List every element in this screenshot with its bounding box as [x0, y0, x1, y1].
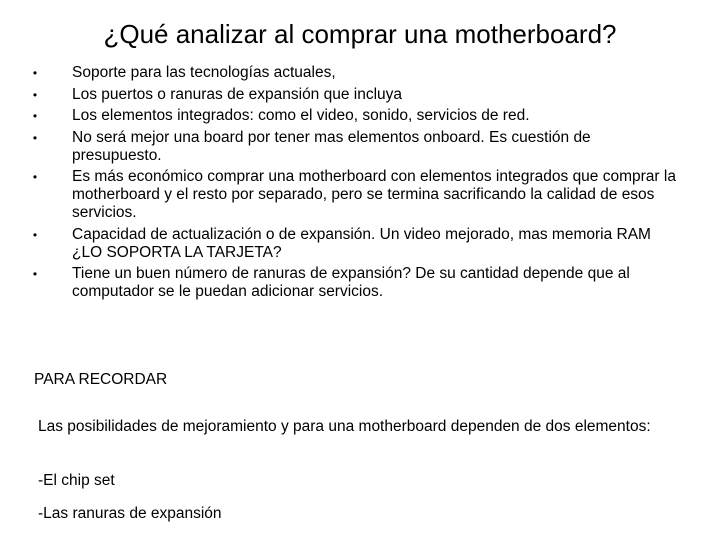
bullet-text: Soporte para las tecnologías actuales, — [72, 64, 336, 81]
bullet-icon: • — [32, 267, 38, 281]
bullet-text: Los elementos integrados: como el video, sonido, servicios de red. — [72, 107, 530, 124]
bullet-item — [32, 225, 682, 262]
bullet-item — [32, 85, 682, 104]
bullet-icon: • — [32, 87, 38, 102]
bullet-list — [32, 64, 682, 305]
bullet-icon: • — [32, 227, 38, 242]
bullet-icon: • — [32, 130, 38, 145]
bullet-text: No será mejor una board por tener mas elementos onboard. Es cuestión de presupuesto. — [72, 128, 591, 164]
bullet-item — [32, 128, 682, 165]
bullet-icon: • — [32, 170, 38, 184]
bullet-item — [32, 168, 682, 222]
bullet-item — [32, 64, 682, 82]
note-paragraph: Las posibilidades de mejoramiento y para una motherboard dependen de dos elementos: — [38, 418, 651, 435]
bullet-text: Los puertos o ranuras de expansión que incluya — [72, 85, 403, 103]
bullet-text: Capacidad de actualización o de expansión. Un video mejorado, mas memoria RAM ¿LO SOPORTA LA TARJETA? — [72, 225, 651, 261]
slide-title: ¿Qué analizar al comprar una motherboard? — [103, 19, 617, 49]
bullet-item — [32, 265, 682, 301]
note-item-chipset: -El chip set — [38, 472, 115, 489]
note-item-expansion-slots: -Las ranuras de expansión — [38, 505, 222, 522]
bullet-icon: • — [32, 66, 38, 80]
bullet-text: Tiene un buen número de ranuras de expansión? De su cantidad depende que al computador se le puedan adicionar servicios. — [72, 265, 630, 300]
bullet-text: Es más económico comprar una motherboard con elementos integrados que comprar la motherboard y el resto por separado, pero se termina sacrificando la calidad de esos servicios. — [72, 168, 676, 221]
bullet-icon: • — [32, 109, 38, 123]
bullet-item — [32, 107, 682, 125]
reminder-heading: PARA RECORDAR — [34, 371, 168, 388]
